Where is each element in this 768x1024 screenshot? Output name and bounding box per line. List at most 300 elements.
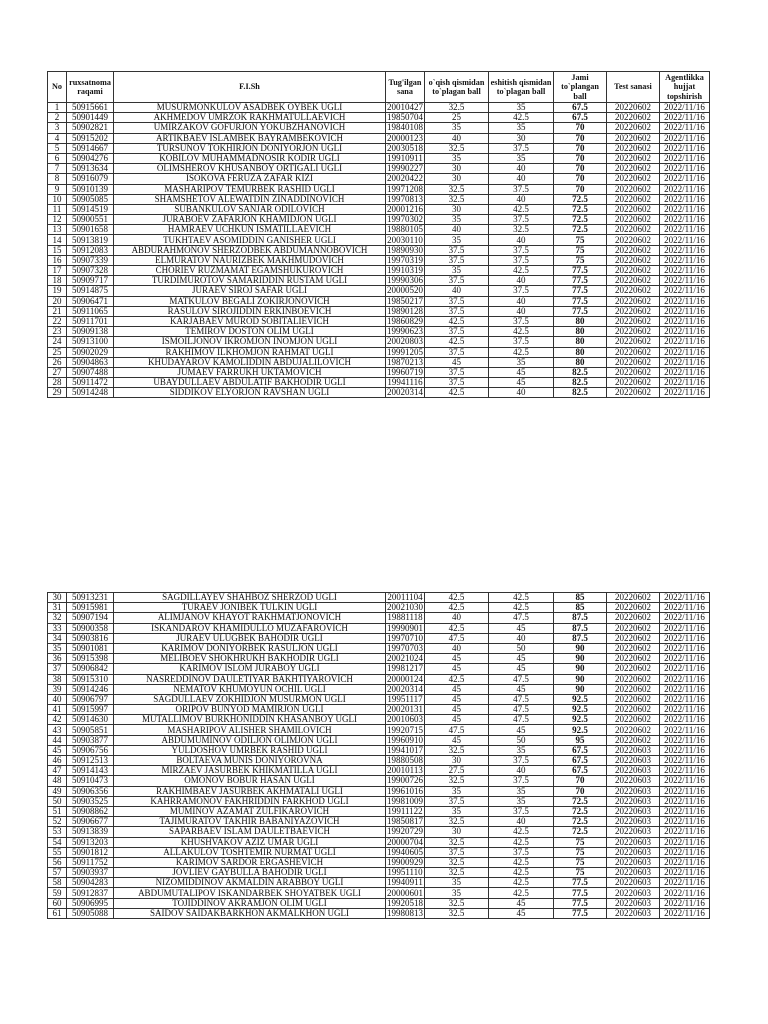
cell-test-date: 20220603 — [607, 837, 660, 847]
cell-full-name: JOVLIEV GAYBULLA BAHODIR UGLI — [114, 868, 386, 878]
cell-agency-submission: 2022/11/16 — [660, 705, 710, 715]
cell-agency-submission: 2022/11/16 — [660, 827, 710, 837]
cell-listening-score: 35 — [489, 123, 554, 133]
cell-birth-date: 19970703 — [387, 643, 423, 654]
cell-permit-number: 50909717 — [67, 276, 114, 286]
cell-test-date: 20220602 — [607, 694, 660, 704]
table-row — [48, 316, 710, 326]
cell-no: 5 — [48, 143, 67, 153]
cell-listening-score: 37.5 — [489, 806, 554, 816]
cell-listening-score: 45 — [489, 725, 554, 735]
cell-full-name: BOLTAEVA MUNIS DONIYOROVNA — [114, 756, 386, 766]
cell-test-date: 20220603 — [607, 745, 660, 755]
cell-agency-submission: 2022/11/16 — [660, 817, 710, 827]
cell-full-name: ISOKOVA FERUZA ZAFAR KIZI — [114, 174, 386, 184]
cell-no: 15 — [48, 245, 67, 255]
cell-full-name: JURABOEV ZAFARJON KHAMIDJON UGLI — [114, 215, 386, 225]
cell-full-name: ISMOILJONOV IKROMJON INOMJON UGLI — [114, 337, 386, 347]
table-row — [48, 806, 710, 816]
cell-test-date: 20220602 — [607, 133, 660, 143]
table-row — [48, 725, 710, 735]
cell-birth-date: 19970813 — [387, 194, 423, 204]
cell-total-score: 72.5 — [554, 204, 607, 214]
cell-test-date: 20220603 — [607, 796, 660, 806]
table-row — [48, 286, 710, 296]
cell-reading-score: 37.5 — [425, 327, 489, 337]
cell-full-name: MASHARIPOV TEMURBEK RASHID UGLI — [114, 184, 386, 194]
table-row — [48, 745, 710, 755]
cell-total-score: 90 — [554, 684, 607, 694]
cell-full-name: JURAEV ULUGBEK BAHODIR UGLI — [114, 633, 386, 643]
cell-test-date: 20220602 — [607, 266, 660, 276]
cell-total-score: 85 — [554, 603, 607, 613]
cell-permit-number: 50903937 — [67, 868, 114, 878]
cell-listening-score: 40 — [489, 174, 554, 184]
cell-no: 61 — [48, 908, 67, 918]
cell-full-name: JURAEV SIROJ SAFAR UGLI — [114, 286, 386, 296]
cell-agency-submission: 2022/11/16 — [660, 766, 710, 776]
cell-full-name: UBAYDULLAEV ABDULATIF BAKHODIR UGLI — [114, 378, 386, 388]
table-row — [48, 378, 710, 388]
header-reading-score: o`qish qismidan to`plagan ball — [425, 72, 489, 103]
cell-full-name: TURSUNOV TOKHIRJON DONIYORJON UGLI — [114, 143, 386, 153]
cell-reading-score: 30 — [425, 827, 489, 837]
cell-no: 23 — [48, 327, 67, 337]
cell-full-name: ABDURAHMONOV SHERZODBEK ABDUMANNOBOVICH — [114, 245, 386, 255]
cell-test-date: 20220603 — [607, 908, 660, 918]
cell-birth-date: 20000601 — [387, 887, 423, 898]
cell-birth-date: 20010603 — [387, 714, 423, 725]
cell-listening-score: 50 — [489, 643, 554, 653]
cell-listening-score: 50 — [489, 735, 554, 745]
cell-test-date: 20220602 — [607, 347, 660, 357]
cell-permit-number: 50912083 — [67, 245, 114, 255]
cell-birth-date: 19890128 — [387, 306, 423, 316]
cell-no: 30 — [48, 593, 67, 603]
cell-birth-date: 19850817 — [387, 816, 423, 827]
cell-agency-submission: 2022/11/16 — [660, 143, 710, 153]
cell-permit-number: 50916079 — [67, 174, 114, 184]
cell-birth-date: 19880508 — [387, 755, 423, 766]
cell-agency-submission: 2022/11/16 — [660, 388, 710, 398]
cell-test-date: 20220602 — [607, 388, 660, 398]
cell-agency-submission: 2022/11/16 — [660, 133, 710, 143]
header-agency-submission: Agentlikka hujjat topshirish — [660, 72, 710, 103]
cell-no: 36 — [48, 654, 67, 664]
cell-birth-date: 19971208 — [387, 184, 423, 194]
cell-reading-score: 27.5 — [425, 766, 489, 776]
cell-listening-score: 45 — [489, 898, 554, 908]
cell-reading-score: 42.5 — [425, 674, 489, 684]
cell-agency-submission: 2022/11/16 — [660, 664, 710, 674]
cell-total-score: 67.5 — [554, 756, 607, 766]
cell-birth-date: 19990306 — [387, 275, 423, 286]
cell-reading-score: 35 — [425, 215, 489, 225]
cell-permit-number: 50915981 — [67, 603, 114, 613]
cell-reading-score: 37.5 — [425, 296, 489, 306]
cell-full-name: TURAEV JONIBEK TULKIN UGLI — [114, 603, 386, 613]
cell-permit-number: 50904283 — [67, 878, 114, 888]
cell-no: 41 — [48, 705, 67, 715]
table-row — [48, 674, 710, 684]
cell-birth-date: 19991205 — [387, 347, 423, 357]
cell-full-name: RASULOV SIROJIDDIN ERKINBOEVICH — [114, 306, 386, 316]
cell-no: 29 — [48, 388, 67, 398]
cell-reading-score: 42.5 — [425, 603, 489, 613]
table-row — [48, 347, 710, 357]
cell-test-date: 20220603 — [607, 806, 660, 816]
cell-total-score: 67.5 — [554, 745, 607, 755]
cell-full-name: YULDOSHOV UMRBEK RASHID UGLI — [114, 745, 386, 755]
cell-birth-date: 19941017 — [387, 745, 423, 755]
cell-full-name: ABDUMUTALIPOV ISKANDARBEK SHOYATBEK UGLI — [114, 888, 386, 898]
cell-permit-number: 50901658 — [67, 225, 114, 235]
table-row — [48, 888, 710, 898]
cell-agency-submission: 2022/11/16 — [660, 164, 710, 174]
cell-full-name: SAGDULLAEV ZOKHIDJON MUSURMON UGLI — [114, 694, 386, 704]
cell-agency-submission: 2022/11/16 — [660, 327, 710, 337]
cell-birth-date: 20010113 — [387, 765, 423, 776]
cell-agency-submission: 2022/11/16 — [660, 694, 710, 704]
cell-total-score: 75 — [554, 255, 607, 265]
cell-reading-score: 30 — [425, 164, 489, 174]
cell-reading-score: 37.5 — [425, 306, 489, 316]
table-row — [48, 123, 710, 133]
cell-agency-submission: 2022/11/16 — [660, 806, 710, 816]
cell-agency-submission: 2022/11/16 — [660, 725, 710, 735]
cell-birth-date: 20030110 — [387, 234, 423, 245]
table-row — [48, 215, 710, 225]
cell-test-date: 20220602 — [607, 684, 660, 694]
cell-total-score: 72.5 — [554, 194, 607, 204]
cell-no: 7 — [48, 164, 67, 174]
cell-test-date: 20220602 — [607, 103, 660, 113]
cell-total-score: 67.5 — [554, 113, 607, 123]
table-row — [48, 857, 710, 867]
cell-birth-date: 19990623 — [387, 326, 423, 337]
cell-full-name: AKHMEDOV UMRZOK RAKHMATULLAEVICH — [114, 113, 386, 123]
cell-birth-date: 19850704 — [387, 112, 423, 123]
cell-full-name: MASHARIPOV ALISHER SHAMILOVICH — [114, 725, 386, 735]
cell-listening-score: 42.5 — [489, 266, 554, 276]
cell-test-date: 20220602 — [607, 715, 660, 725]
cell-total-score: 82.5 — [554, 367, 607, 377]
cell-full-name: TURDIMUROTOV SAMARIDDIN RUSTAM UGLI — [114, 276, 386, 286]
cell-total-score: 77.5 — [554, 266, 607, 276]
table-row — [48, 908, 710, 918]
cell-permit-number: 50912837 — [67, 888, 114, 898]
cell-birth-date: 19940911 — [387, 877, 423, 888]
cell-birth-date: 19911122 — [387, 806, 423, 817]
cell-test-date: 20220603 — [607, 847, 660, 857]
cell-birth-date: 19900929 — [387, 857, 423, 867]
header-listening-score: eshitish qismidan to`plagan ball — [489, 72, 554, 103]
cell-full-name: ISKANDAROV KHAMIDULLO MUZAFAROVICH — [114, 623, 386, 633]
cell-reading-score: 47.5 — [425, 633, 489, 643]
cell-full-name: KOBILOV MUHAMMADNOSIR KODIR UGLI — [114, 153, 386, 163]
cell-full-name: MUSURMONKULOV ASADBEK OYBEK UGLI — [114, 103, 386, 113]
cell-permit-number: 50913203 — [67, 837, 114, 847]
cell-full-name: SHAMSHETOV ALEWATDIN ZINADDINOVICH — [114, 194, 386, 204]
cell-full-name: UMIRZAKOV GOFURJON YOKUBZHANOVICH — [114, 123, 386, 133]
cell-total-score: 70 — [554, 153, 607, 163]
cell-birth-date: 19840108 — [387, 122, 423, 133]
header-permit-number: ruxsatnoma raqami — [67, 72, 114, 103]
cell-listening-score: 40 — [489, 306, 554, 316]
table-row — [48, 756, 710, 766]
cell-reading-score: 45 — [425, 715, 489, 725]
cell-birth-date: 20020422 — [387, 173, 423, 184]
cell-no: 19 — [48, 286, 67, 296]
cell-full-name: SAPARBAEV ISLAM DAULETBAEVICH — [114, 827, 386, 837]
cell-full-name: SAGDILLAYEV SHAHBOZ SHERZOD UGLI — [114, 593, 386, 603]
cell-permit-number: 50913100 — [67, 337, 114, 347]
cell-permit-number: 50913231 — [67, 593, 114, 603]
cell-listening-score: 35 — [489, 786, 554, 796]
cell-listening-score: 45 — [489, 623, 554, 633]
cell-test-date: 20220603 — [607, 868, 660, 878]
cell-full-name: JUMAEV FARRUKH UKTAMOVICH — [114, 367, 386, 377]
cell-total-score: 80 — [554, 316, 607, 326]
cell-no: 45 — [48, 745, 67, 755]
cell-listening-score: 37.5 — [489, 776, 554, 786]
cell-birth-date: 19990227 — [387, 163, 423, 174]
table-row — [48, 103, 710, 113]
cell-no: 49 — [48, 786, 67, 796]
cell-listening-score: 40 — [489, 276, 554, 286]
cell-reading-score: 32.5 — [425, 837, 489, 847]
cell-agency-submission: 2022/11/16 — [660, 847, 710, 857]
cell-birth-date: 19970710 — [387, 633, 423, 643]
cell-no: 4 — [48, 133, 67, 143]
cell-birth-date: 19910911 — [387, 153, 423, 164]
cell-permit-number: 50914248 — [67, 388, 114, 398]
cell-full-name: NIZOMIDDINOV AKMALDIN ARABBOY UGLI — [114, 878, 386, 888]
cell-agency-submission: 2022/11/16 — [660, 786, 710, 796]
cell-reading-score: 32.5 — [425, 143, 489, 153]
cell-birth-date: 20000520 — [387, 285, 423, 296]
cell-total-score: 80 — [554, 357, 607, 367]
cell-reading-score: 37.5 — [425, 347, 489, 357]
table-row — [48, 174, 710, 184]
cell-permit-number: 50906677 — [67, 817, 114, 827]
cell-birth-date: 19850217 — [387, 296, 423, 306]
cell-agency-submission: 2022/11/16 — [660, 796, 710, 806]
cell-listening-score: 42.5 — [489, 204, 554, 214]
cell-listening-score: 37.5 — [489, 245, 554, 255]
cell-test-date: 20220602 — [607, 664, 660, 674]
cell-full-name: ELMURATOV NAURIZBEK MAKHMUDOVICH — [114, 255, 386, 265]
cell-reading-score: 35 — [425, 806, 489, 816]
table-row — [48, 878, 710, 888]
cell-no: 8 — [48, 174, 67, 184]
cell-no: 11 — [48, 204, 67, 214]
cell-permit-number: 50904863 — [67, 357, 114, 367]
table-row — [48, 786, 710, 796]
cell-test-date: 20220602 — [607, 613, 660, 623]
cell-no: 22 — [48, 316, 67, 326]
table-row — [48, 235, 710, 245]
cell-listening-score: 45 — [489, 367, 554, 377]
cell-no: 24 — [48, 337, 67, 347]
cell-full-name: KARIMOV SARDOR ERGASHEVICH — [114, 857, 386, 867]
cell-total-score: 87.5 — [554, 623, 607, 633]
cell-no: 48 — [48, 776, 67, 786]
cell-reading-score: 42.5 — [425, 388, 489, 398]
table-row — [48, 847, 710, 857]
cell-listening-score: 37.5 — [489, 255, 554, 265]
cell-agency-submission: 2022/11/16 — [660, 306, 710, 316]
cell-permit-number: 50914875 — [67, 286, 114, 296]
cell-full-name: KHUSHVAKOV AZIZ UMAR UGLI — [114, 837, 386, 847]
cell-test-date: 20220603 — [607, 756, 660, 766]
cell-reading-score: 45 — [425, 684, 489, 694]
cell-test-date: 20220602 — [607, 337, 660, 347]
cell-no: 20 — [48, 296, 67, 306]
cell-birth-date: 19970319 — [387, 255, 423, 265]
table-row — [48, 796, 710, 806]
results-table-bottom — [47, 592, 710, 919]
cell-agency-submission: 2022/11/16 — [660, 367, 710, 377]
cell-birth-date: 20000123 — [387, 133, 423, 143]
cell-total-score: 90 — [554, 674, 607, 684]
cell-agency-submission: 2022/11/16 — [660, 123, 710, 133]
cell-no: 10 — [48, 194, 67, 204]
cell-no: 42 — [48, 715, 67, 725]
cell-no: 3 — [48, 123, 67, 133]
cell-no: 35 — [48, 643, 67, 653]
table-body-bottom — [48, 593, 710, 919]
table-row — [48, 613, 710, 623]
cell-birth-date: 19951110 — [387, 867, 423, 878]
cell-reading-score: 37.5 — [425, 276, 489, 286]
cell-listening-score: 40 — [489, 164, 554, 174]
cell-no: 13 — [48, 225, 67, 235]
cell-birth-date: 19970302 — [387, 214, 423, 225]
cell-permit-number: 50905851 — [67, 725, 114, 735]
cell-reading-score: 25 — [425, 113, 489, 123]
cell-test-date: 20220602 — [607, 633, 660, 643]
cell-reading-score: 35 — [425, 266, 489, 276]
cell-no: 12 — [48, 215, 67, 225]
cell-no: 33 — [48, 623, 67, 633]
cell-listening-score: 32.5 — [489, 225, 554, 235]
header-test-date: Test sanasi — [607, 72, 660, 103]
cell-reading-score: 45 — [425, 735, 489, 745]
cell-birth-date: 20021024 — [387, 653, 423, 664]
cell-total-score: 80 — [554, 327, 607, 337]
cell-listening-score: 42.5 — [489, 603, 554, 613]
cell-permit-number: 50913839 — [67, 827, 114, 837]
cell-no: 16 — [48, 255, 67, 265]
cell-total-score: 90 — [554, 664, 607, 674]
cell-no: 34 — [48, 633, 67, 643]
cell-reading-score: 32.5 — [425, 103, 489, 113]
cell-listening-score: 45 — [489, 654, 554, 664]
cell-reading-score: 35 — [425, 235, 489, 245]
cell-total-score: 72.5 — [554, 827, 607, 837]
cell-total-score: 77.5 — [554, 878, 607, 888]
cell-total-score: 92.5 — [554, 705, 607, 715]
cell-total-score: 92.5 — [554, 715, 607, 725]
cell-agency-submission: 2022/11/16 — [660, 225, 710, 235]
cell-listening-score: 35 — [489, 357, 554, 367]
cell-test-date: 20220603 — [607, 878, 660, 888]
cell-test-date: 20220602 — [607, 245, 660, 255]
cell-permit-number: 50907339 — [67, 255, 114, 265]
cell-reading-score: 32.5 — [425, 857, 489, 867]
cell-reading-score: 32.5 — [425, 868, 489, 878]
table-row — [48, 367, 710, 377]
table-row — [48, 276, 710, 286]
cell-full-name: KARIMOV ISLOM JURABOY UGLI — [114, 664, 386, 674]
cell-birth-date: 20011104 — [387, 592, 423, 603]
cell-no: 60 — [48, 898, 67, 908]
cell-birth-date: 20030518 — [387, 143, 423, 153]
cell-total-score: 75 — [554, 868, 607, 878]
cell-listening-score: 40 — [489, 194, 554, 204]
table-row — [48, 664, 710, 674]
cell-reading-score: 37.5 — [425, 796, 489, 806]
cell-total-score: 70 — [554, 123, 607, 133]
cell-total-score: 77.5 — [554, 908, 607, 918]
cell-no: 43 — [48, 725, 67, 735]
cell-agency-submission: 2022/11/16 — [660, 888, 710, 898]
cell-agency-submission: 2022/11/16 — [660, 357, 710, 367]
cell-total-score: 87.5 — [554, 613, 607, 623]
cell-permit-number: 50903877 — [67, 735, 114, 745]
cell-total-score: 67.5 — [554, 766, 607, 776]
cell-no: 53 — [48, 827, 67, 837]
cell-agency-submission: 2022/11/16 — [660, 633, 710, 643]
cell-birth-date: 20001216 — [387, 204, 423, 214]
cell-reading-score: 42.5 — [425, 623, 489, 633]
table-row — [48, 868, 710, 878]
cell-listening-score: 40 — [489, 633, 554, 643]
table-row — [48, 327, 710, 337]
table-row — [48, 133, 710, 143]
cell-permit-number: 50910139 — [67, 184, 114, 194]
cell-reading-score: 32.5 — [425, 184, 489, 194]
cell-full-name: KARJABAEV MUROD SOBITALIEVICH — [114, 316, 386, 326]
cell-full-name: TOJIDDINOV AKRAMJON OLIM UGLI — [114, 898, 386, 908]
cell-permit-number: 50913819 — [67, 235, 114, 245]
table-row — [48, 837, 710, 847]
cell-total-score: 77.5 — [554, 276, 607, 286]
header-no: No — [48, 72, 67, 103]
cell-total-score: 77.5 — [554, 296, 607, 306]
cell-listening-score: 40 — [489, 235, 554, 245]
cell-permit-number: 50911065 — [67, 306, 114, 316]
cell-reading-score: 40 — [425, 133, 489, 143]
cell-reading-score: 45 — [425, 664, 489, 674]
table-row — [48, 143, 710, 153]
cell-total-score: 92.5 — [554, 694, 607, 704]
cell-test-date: 20220602 — [607, 674, 660, 684]
table-row — [48, 827, 710, 837]
cell-permit-number: 50914246 — [67, 684, 114, 694]
cell-listening-score: 42.5 — [489, 888, 554, 898]
table-row — [48, 245, 710, 255]
cell-listening-score: 35 — [489, 796, 554, 806]
cell-no: 38 — [48, 674, 67, 684]
cell-birth-date: 19881118 — [387, 612, 423, 623]
cell-reading-score: 42.5 — [425, 593, 489, 603]
cell-permit-number: 50910473 — [67, 776, 114, 786]
cell-reading-score: 37.5 — [425, 245, 489, 255]
cell-reading-score: 32.5 — [425, 776, 489, 786]
cell-listening-score: 30 — [489, 133, 554, 143]
